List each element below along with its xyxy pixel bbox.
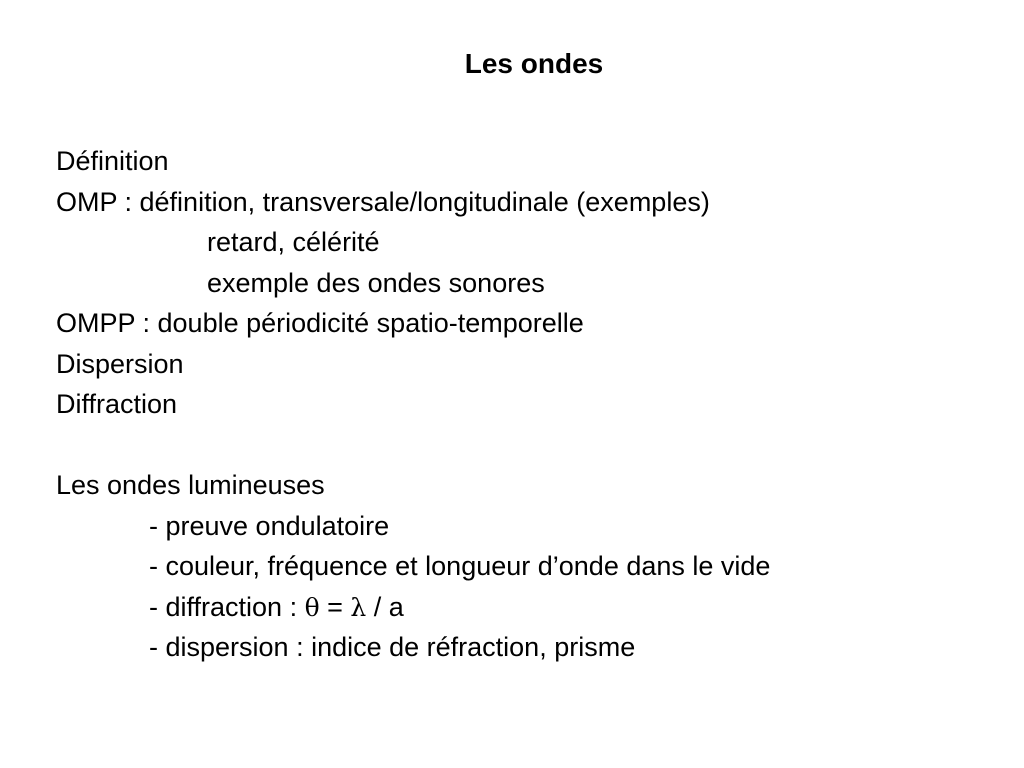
diffraction-formula-suffix: / a: [366, 591, 404, 622]
line-diffraction-formula: [56, 587, 996, 628]
line-diffraction: Diffraction: [56, 389, 178, 419]
line-couleur-frequence: - couleur, fréquence et longueur d’onde dans le vide: [149, 551, 771, 581]
line-definition: Définition: [56, 146, 169, 176]
line-omp: OMP : définition, transversale/longitudinale (exemples): [56, 186, 710, 217]
diffraction-formula-prefix: - diffraction :: [149, 591, 305, 622]
line-ondes-sonores: exemple des ondes sonores: [207, 267, 545, 298]
line-dispersion-indice: - dispersion : indice de réfraction, prisme: [149, 632, 636, 662]
lambda-symbol: λ: [350, 592, 367, 622]
line-ondes-lumineuses: Les ondes lumineuses: [56, 470, 325, 500]
equals-sign: =: [319, 591, 351, 622]
line-dispersion: Dispersion: [56, 348, 184, 379]
line-ompp: OMPP : double périodicité spatio-temporelle: [56, 308, 584, 338]
blank-spacer: [56, 425, 996, 466]
slide-body: [56, 141, 996, 668]
line-preuve-ondulatoire: - preuve ondulatoire: [149, 510, 390, 541]
line-retard-celerite: retard, célérité: [207, 227, 380, 257]
slide-title: Les ondes: [464, 48, 604, 79]
theta-symbol: θ: [304, 592, 320, 622]
